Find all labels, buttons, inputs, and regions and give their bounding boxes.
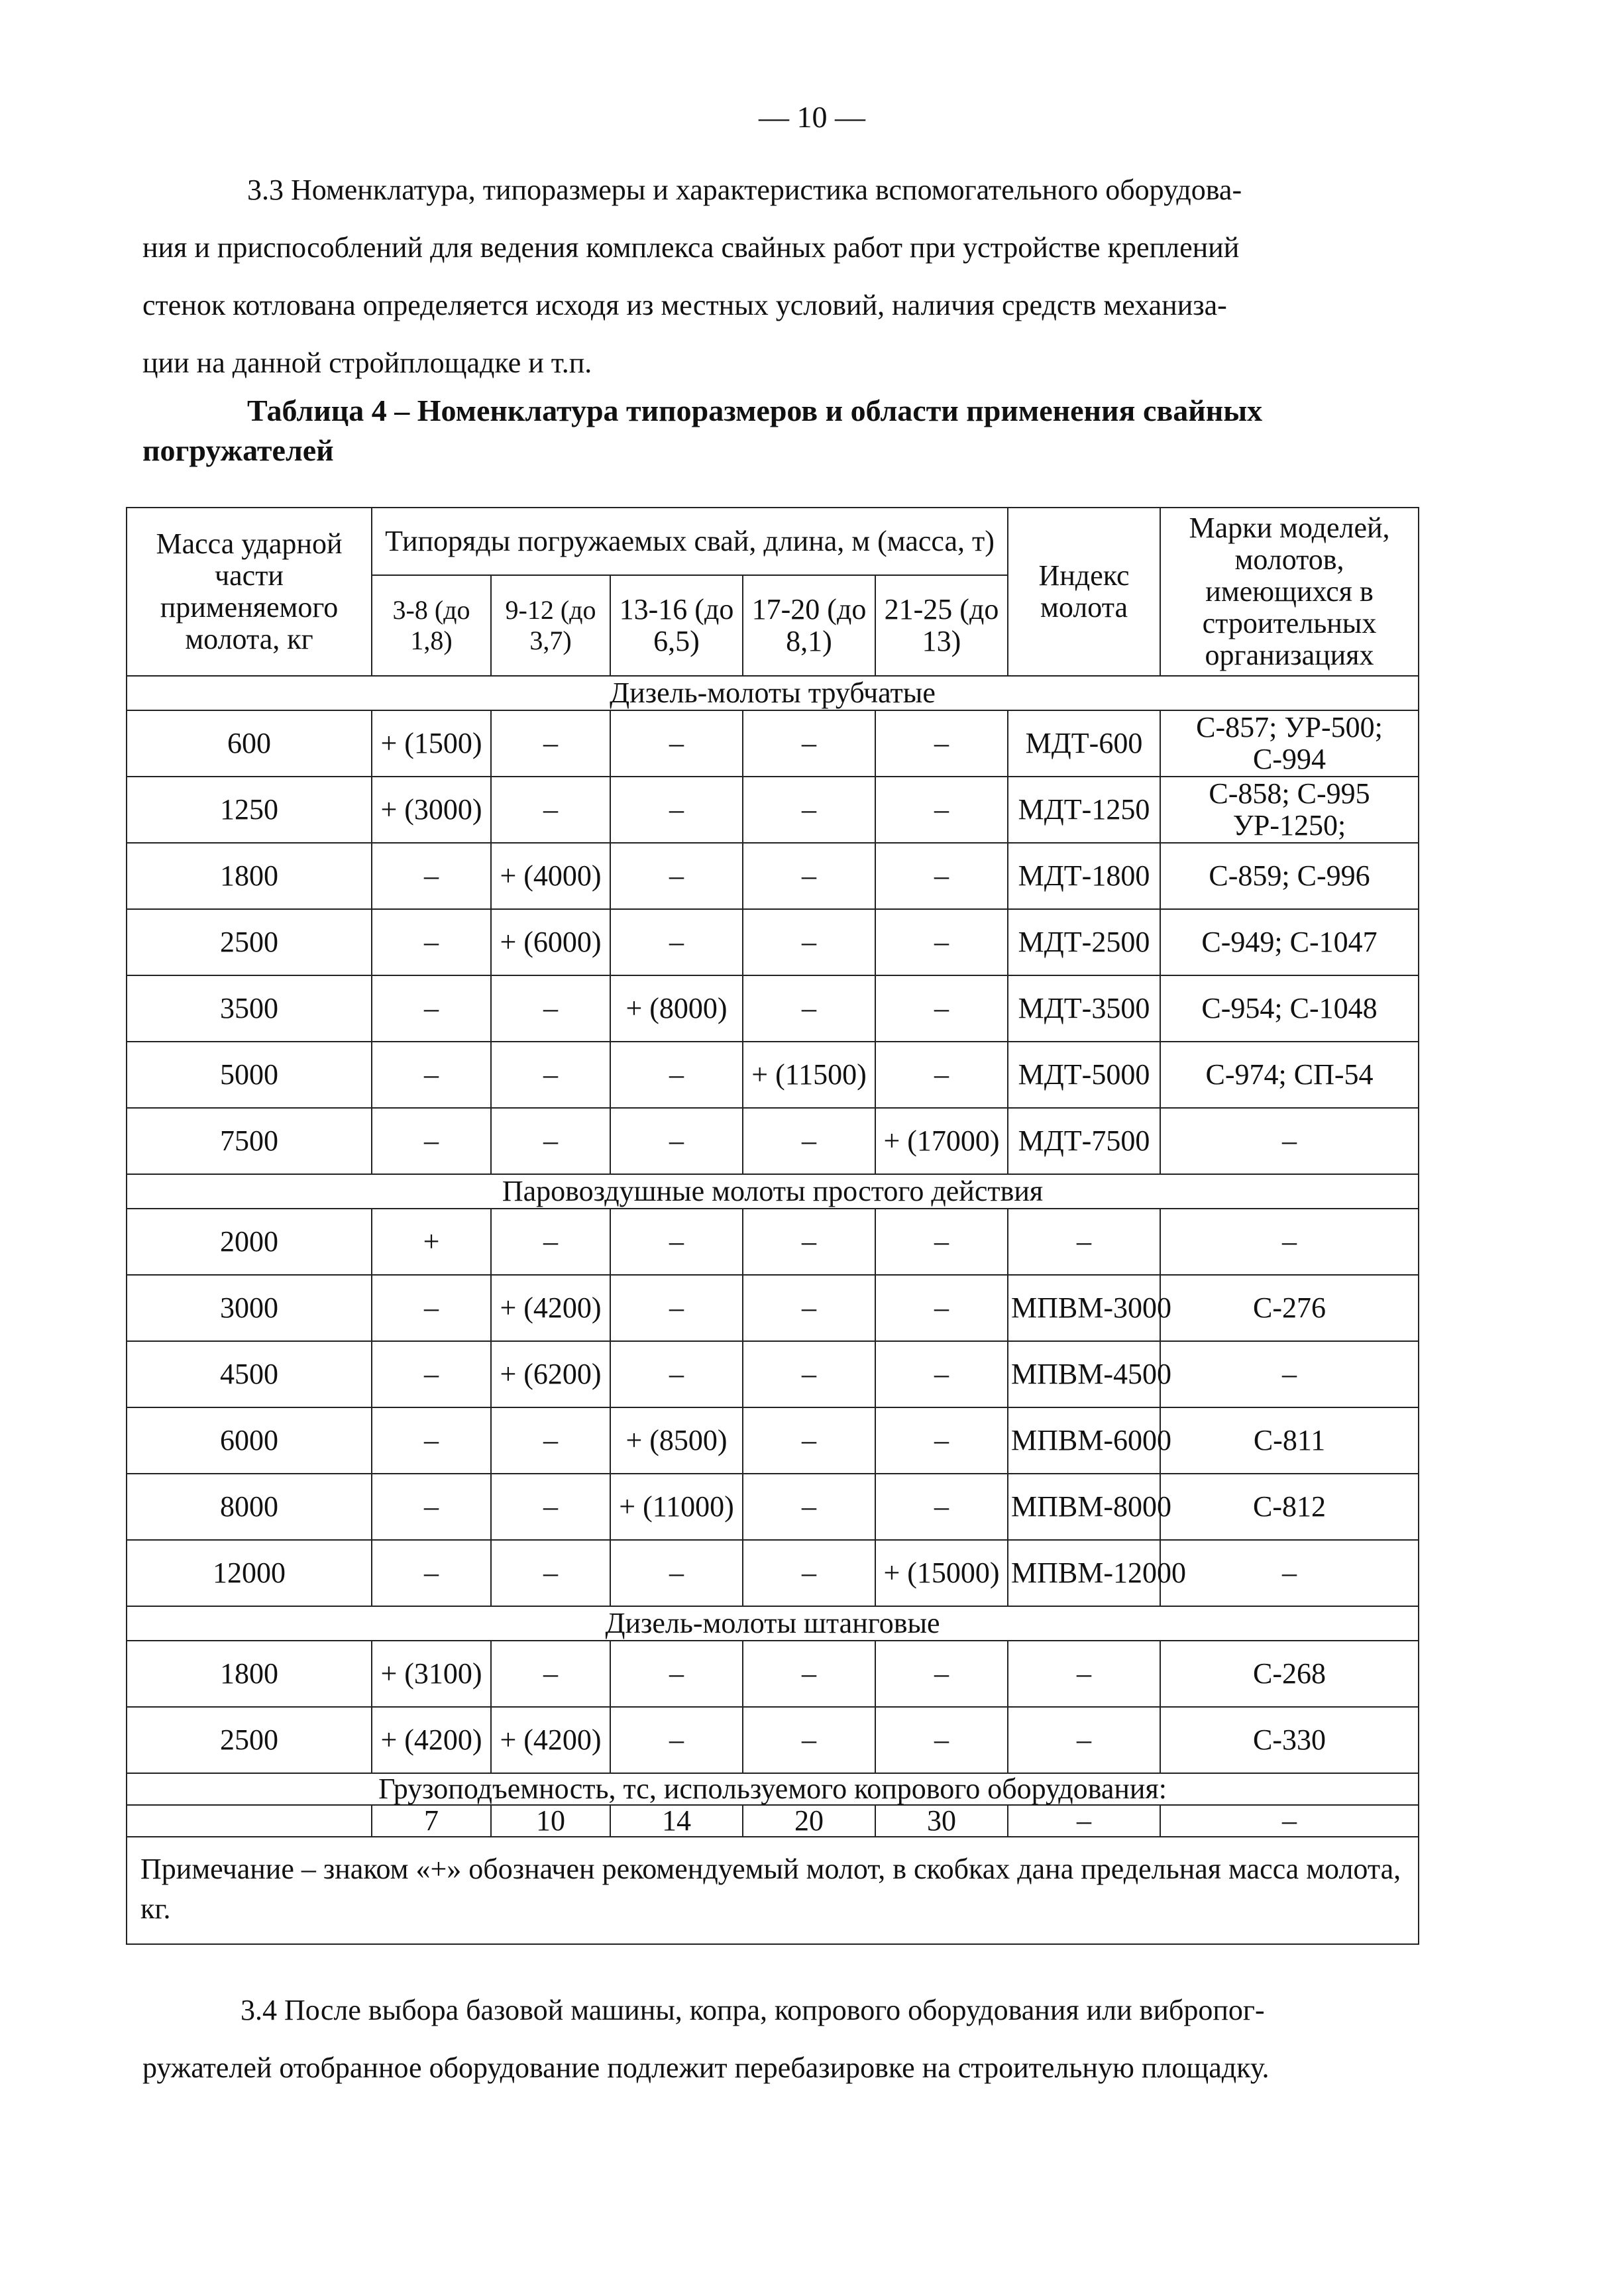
cell-brands: – (1160, 1108, 1419, 1174)
cell-series-5: – (875, 710, 1008, 777)
cell-series-5: + (17000) (875, 1108, 1008, 1174)
capacity-value: 14 (610, 1805, 743, 1837)
cell-series-1: + (372, 1209, 491, 1275)
cell-series-5: – (875, 777, 1008, 843)
cell-series-1: + (3100) (372, 1641, 491, 1707)
capacity-value: 20 (743, 1805, 875, 1837)
header-series-21-25: 21-25 (до 13) (875, 575, 1008, 676)
cell-series-3: – (610, 1641, 743, 1707)
table-caption-line: погружателей (142, 433, 334, 467)
cell-mass: 12000 (127, 1540, 372, 1606)
table-row (127, 1407, 1419, 1474)
cell-series-1: – (372, 1474, 491, 1540)
cell-mass: 4500 (127, 1341, 372, 1407)
cell-series-3: + (8500) (610, 1407, 743, 1474)
cell-index: МПВМ-6000 (1008, 1407, 1160, 1474)
header-brands: Марки моделей, молотов, имеющихся в строительных организациях (1160, 508, 1419, 676)
cell-series-5: – (875, 1341, 1008, 1407)
cell-brands: – (1160, 1209, 1419, 1275)
cell-series-3: – (610, 777, 743, 843)
cell-series-4: – (743, 1707, 875, 1773)
cell-series-4: – (743, 843, 875, 909)
cell-series-1: – (372, 1341, 491, 1407)
table-header-row (127, 508, 1419, 575)
cell-mass: 7500 (127, 1108, 372, 1174)
section-row (127, 1606, 1419, 1641)
capacity-title: Грузоподъемность, тс, используемого копрового оборудования: (127, 1773, 1419, 1805)
cell-series-2: + (6000) (491, 909, 610, 975)
cell-series-3: – (610, 1108, 743, 1174)
cell-brands: С-954; С-1048 (1160, 975, 1419, 1042)
cell-series-2: – (491, 1108, 610, 1174)
cell-brands: С-857; УР-500; С-994 (1160, 710, 1419, 777)
paragraph-line: ции на данной стройплощадке и т.п. (142, 347, 592, 379)
cell-index: МДТ-7500 (1008, 1108, 1160, 1174)
hammer-table (126, 507, 1419, 1945)
cell-series-5: + (15000) (875, 1540, 1008, 1606)
cell-series-1: + (4200) (372, 1707, 491, 1773)
cell-series-2: – (491, 975, 610, 1042)
cell-index: МДТ-600 (1008, 710, 1160, 777)
cell-series-3: – (610, 843, 743, 909)
cell-index: – (1008, 1641, 1160, 1707)
cell-mass: 6000 (127, 1407, 372, 1474)
cell-series-1: – (372, 1042, 491, 1108)
paragraph-3-4 (142, 1981, 1401, 2097)
cell-series-5: – (875, 1042, 1008, 1108)
cell-series-3: – (610, 1042, 743, 1108)
section-title: Паровоздушные молоты простого действия (127, 1174, 1419, 1209)
table-row (127, 1707, 1419, 1773)
cell-mass: 2500 (127, 1707, 372, 1773)
cell-brands: С-812 (1160, 1474, 1419, 1540)
cell-series-5: – (875, 1641, 1008, 1707)
note-row (127, 1837, 1419, 1944)
cell-mass: 1250 (127, 777, 372, 843)
cell-series-4: – (743, 1641, 875, 1707)
cell-index: МПВМ-3000 (1008, 1275, 1160, 1341)
cell-brands: С-811 (1160, 1407, 1419, 1474)
cell-series-1: – (372, 1540, 491, 1606)
cell-series-2: – (491, 1540, 610, 1606)
cell-index: МДТ-3500 (1008, 975, 1160, 1042)
table-row (127, 1540, 1419, 1606)
cell-series-3: – (610, 1540, 743, 1606)
cell-series-2: + (4000) (491, 843, 610, 909)
table-row (127, 710, 1419, 777)
capacity-empty-cell (127, 1805, 372, 1837)
page-number: — 10 — (759, 100, 865, 134)
cell-series-5: – (875, 909, 1008, 975)
cell-series-4: – (743, 710, 875, 777)
paragraph-line: 3.3 Номенклатура, типоразмеры и характеристика вспомогательного оборудова- (247, 174, 1242, 206)
table-row (127, 1641, 1419, 1707)
cell-brands: С-268 (1160, 1641, 1419, 1707)
cell-series-3: + (8000) (610, 975, 743, 1042)
cell-index: – (1008, 1707, 1160, 1773)
cell-series-4: – (743, 1341, 875, 1407)
table-caption-line: Таблица 4 – Номенклатура типоразмеров и области применения свайных (247, 394, 1263, 427)
cell-series-2: – (491, 710, 610, 777)
cell-series-4: – (743, 1540, 875, 1606)
section-title: Дизель-молоты штанговые (127, 1606, 1419, 1641)
table-row (127, 909, 1419, 975)
cell-series-3: + (11000) (610, 1474, 743, 1540)
cell-mass: 3000 (127, 1275, 372, 1341)
cell-mass: 1800 (127, 843, 372, 909)
cell-index: МДТ-1800 (1008, 843, 1160, 909)
cell-series-2: – (491, 1209, 610, 1275)
table-row (127, 975, 1419, 1042)
capacity-title-row (127, 1773, 1419, 1805)
capacity-value: 30 (875, 1805, 1008, 1837)
cell-series-3: – (610, 909, 743, 975)
cell-series-5: – (875, 1407, 1008, 1474)
cell-mass: 600 (127, 710, 372, 777)
cell-series-3: – (610, 1707, 743, 1773)
cell-series-5: – (875, 1209, 1008, 1275)
cell-mass: 5000 (127, 1042, 372, 1108)
header-series-13-16: 13-16 (до 6,5) (610, 575, 743, 676)
cell-index: – (1008, 1209, 1160, 1275)
cell-mass: 2000 (127, 1209, 372, 1275)
section-title: Дизель-молоты трубчатые (127, 676, 1419, 710)
cell-series-1: – (372, 1275, 491, 1341)
header-mass: Масса ударной части применяемого молота, кг (127, 508, 372, 676)
cell-index: МПВМ-4500 (1008, 1341, 1160, 1407)
section-row (127, 1174, 1419, 1209)
cell-series-1: – (372, 843, 491, 909)
cell-index: МДТ-2500 (1008, 909, 1160, 975)
paragraph-line: ния и приспособлений для ведения комплекса свайных работ при устройстве креплений (142, 231, 1240, 264)
cell-series-1: + (3000) (372, 777, 491, 843)
cell-brands: С-859; С-996 (1160, 843, 1419, 909)
cell-series-5: – (875, 1275, 1008, 1341)
header-series-17-20: 17-20 (до 8,1) (743, 575, 875, 676)
cell-index: МПВМ-8000 (1008, 1474, 1160, 1540)
cell-series-4: + (11500) (743, 1042, 875, 1108)
capacity-value: 10 (491, 1805, 610, 1837)
header-index: Индекс молота (1008, 508, 1160, 676)
header-series-9-12: 9-12 (до 3,7) (491, 575, 610, 676)
cell-mass: 2500 (127, 909, 372, 975)
cell-series-4: – (743, 1407, 875, 1474)
cell-mass: 1800 (127, 1641, 372, 1707)
cell-series-2: – (491, 1474, 610, 1540)
cell-series-1: – (372, 975, 491, 1042)
paragraph-line: ружателей отобранное оборудование подлежит перебазировке на строительную площадку. (142, 2051, 1270, 2084)
cell-series-5: – (875, 975, 1008, 1042)
cell-series-1: – (372, 1407, 491, 1474)
table-note: Примечание – знаком «+» обозначен рекомендуемый молот, в скобках дана предельная масса молота, кг. (127, 1837, 1419, 1944)
cell-mass: 8000 (127, 1474, 372, 1540)
cell-brands: С-858; С-995 УР-1250; (1160, 777, 1419, 843)
cell-index: МДТ-1250 (1008, 777, 1160, 843)
cell-series-4: – (743, 975, 875, 1042)
cell-brands: С-330 (1160, 1707, 1419, 1773)
cell-series-1: – (372, 1108, 491, 1174)
table-row (127, 1108, 1419, 1174)
cell-series-1: – (372, 909, 491, 975)
table-row (127, 1474, 1419, 1540)
cell-mass: 3500 (127, 975, 372, 1042)
cell-index: МДТ-5000 (1008, 1042, 1160, 1108)
header-series-3-8: 3-8 (до 1,8) (372, 575, 491, 676)
cell-brands: С-276 (1160, 1275, 1419, 1341)
paragraph-line: 3.4 После выбора базовой машины, копра, копрового оборудования или вибропог- (241, 1994, 1265, 2026)
cell-series-2: – (491, 1042, 610, 1108)
cell-series-2: – (491, 1407, 610, 1474)
cell-series-4: – (743, 1275, 875, 1341)
header-series-group: Типоряды погружаемых свай, длина, м (масса, т) (372, 508, 1008, 575)
cell-brands: С-974; СП-54 (1160, 1042, 1419, 1108)
table-caption (142, 391, 1401, 470)
table-row (127, 1275, 1419, 1341)
cell-brands: – (1160, 1341, 1419, 1407)
cell-index: МПВМ-12000 (1008, 1540, 1160, 1606)
cell-series-2: + (4200) (491, 1707, 610, 1773)
cell-series-4: – (743, 1108, 875, 1174)
cell-series-2: – (491, 1641, 610, 1707)
paragraph-line: стенок котлована определяется исходя из местных условий, наличия средств механиза- (142, 289, 1227, 321)
cell-series-2: – (491, 777, 610, 843)
table-row (127, 777, 1419, 843)
cell-series-5: – (875, 843, 1008, 909)
cell-series-3: – (610, 1341, 743, 1407)
cell-brands: – (1160, 1540, 1419, 1606)
table-row (127, 1042, 1419, 1108)
cell-series-3: – (610, 1209, 743, 1275)
cell-series-1: + (1500) (372, 710, 491, 777)
capacity-value: – (1008, 1805, 1160, 1837)
cell-series-5: – (875, 1474, 1008, 1540)
capacity-values-row (127, 1805, 1419, 1837)
cell-series-4: – (743, 777, 875, 843)
cell-series-2: + (6200) (491, 1341, 610, 1407)
capacity-value: 7 (372, 1805, 491, 1837)
capacity-value: – (1160, 1805, 1419, 1837)
table-row (127, 1209, 1419, 1275)
cell-series-2: + (4200) (491, 1275, 610, 1341)
cell-series-3: – (610, 710, 743, 777)
cell-series-4: – (743, 1474, 875, 1540)
section-row (127, 676, 1419, 710)
cell-series-5: – (875, 1707, 1008, 1773)
table-row (127, 843, 1419, 909)
table-row (127, 1341, 1419, 1407)
cell-brands: С-949; С-1047 (1160, 909, 1419, 975)
cell-series-4: – (743, 1209, 875, 1275)
paragraph-3-3 (142, 161, 1401, 392)
cell-series-4: – (743, 909, 875, 975)
cell-series-3: – (610, 1275, 743, 1341)
